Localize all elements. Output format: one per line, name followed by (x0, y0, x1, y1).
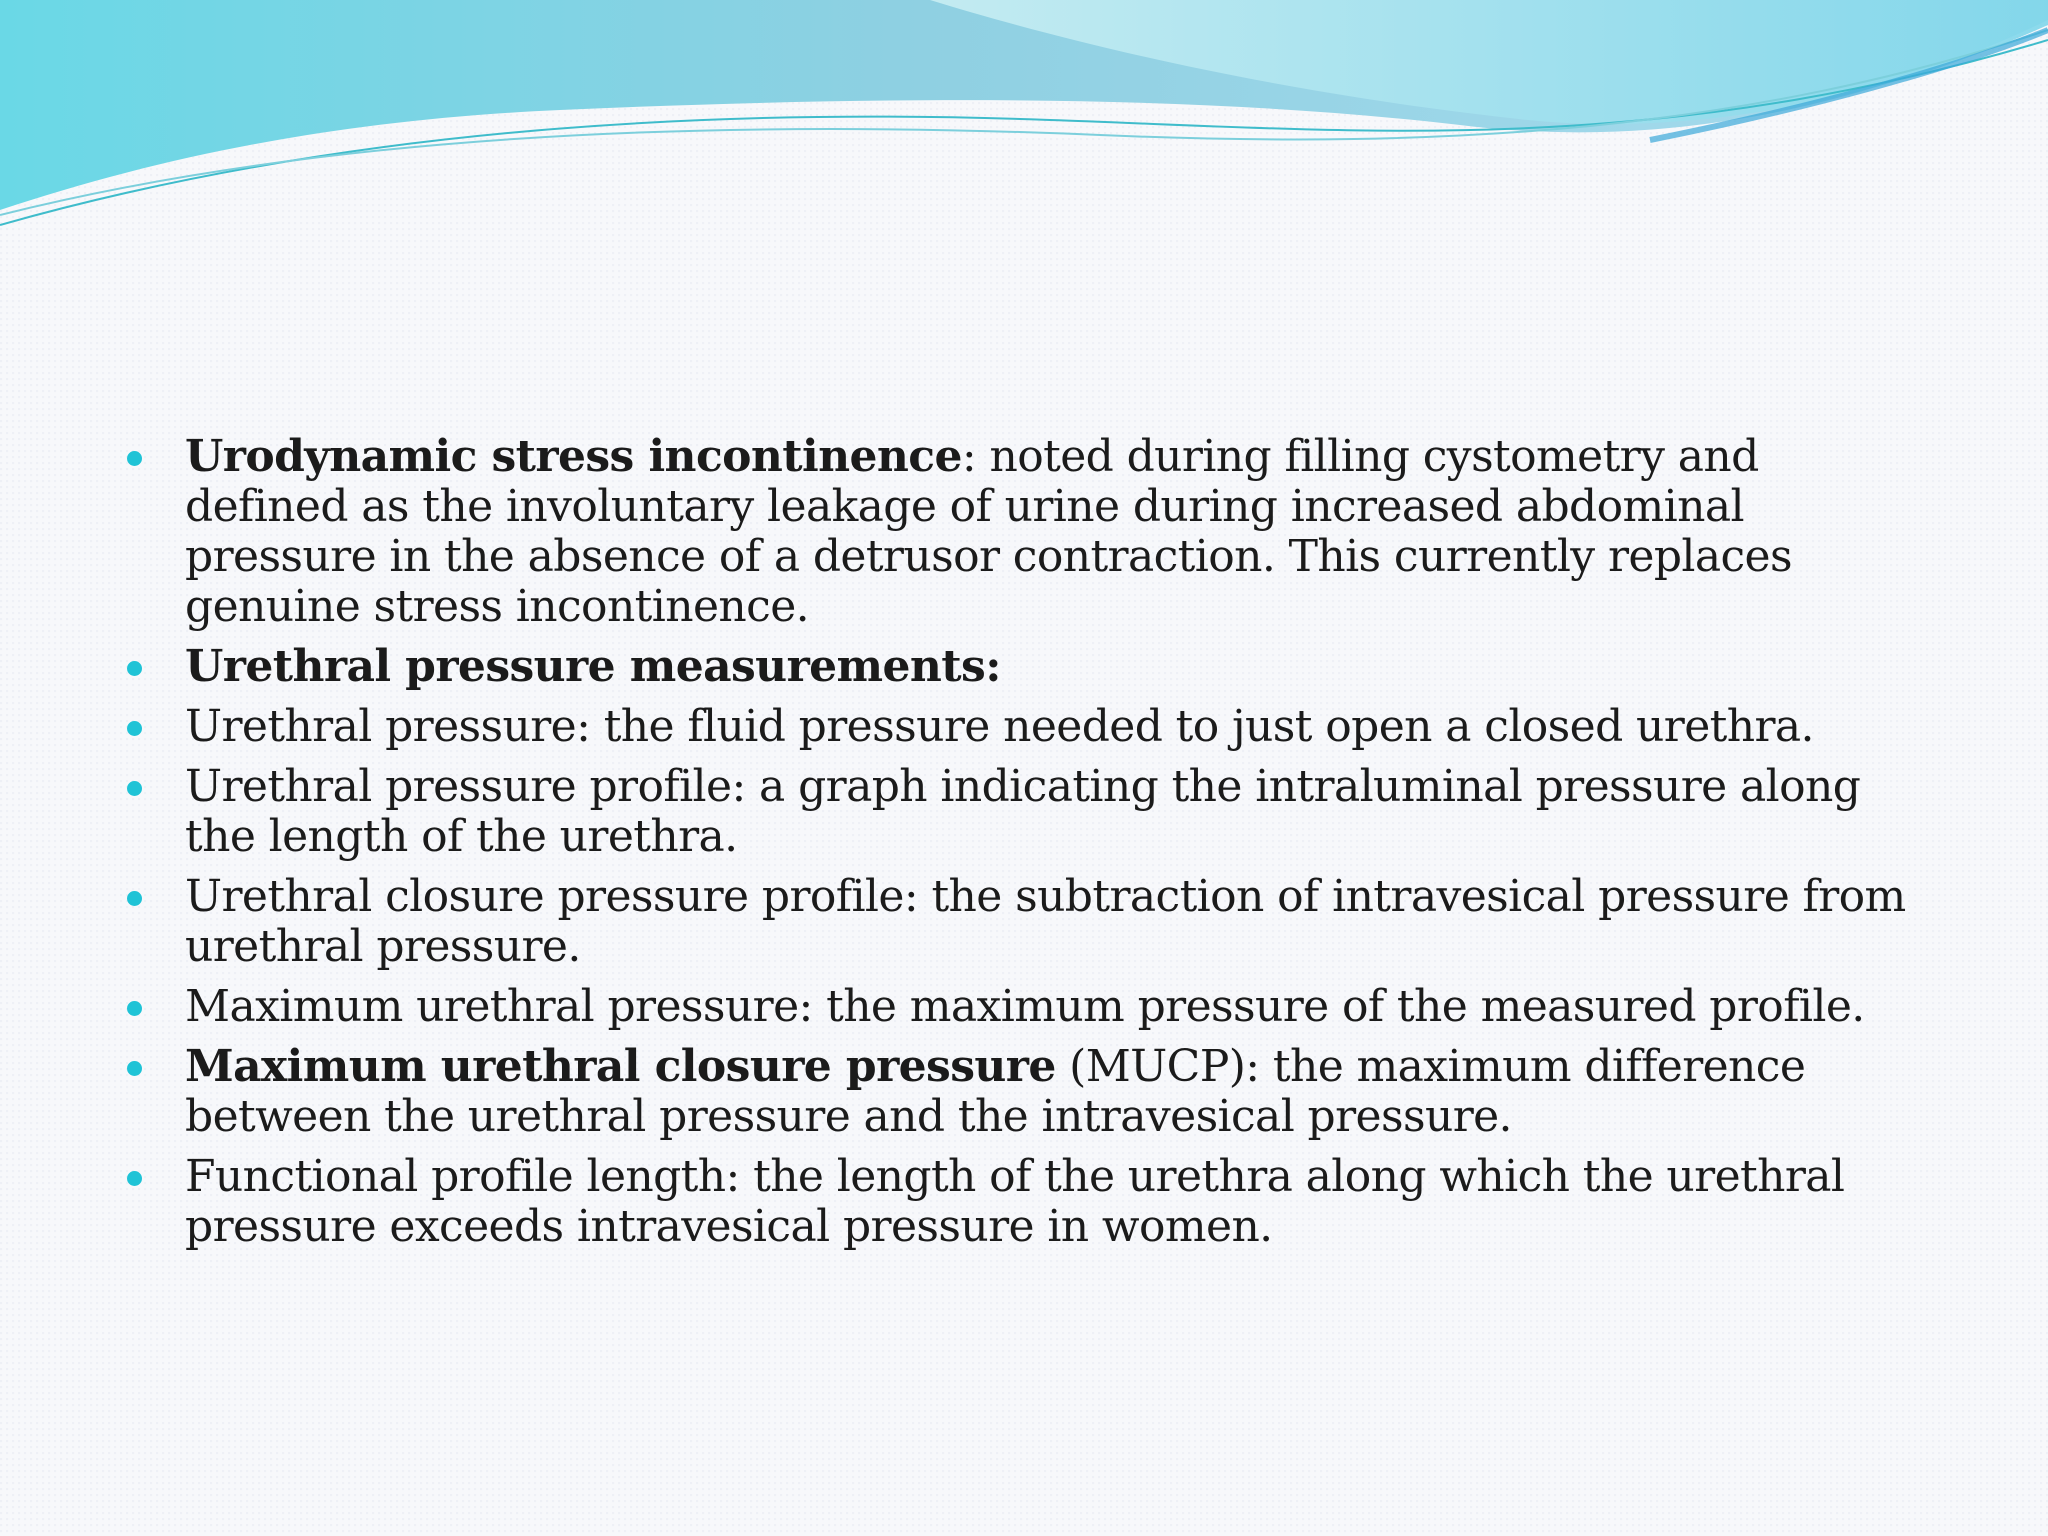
bullet-text: (MUCP): the maximum difference between the urethral pressure and the intravesical pressure. (185, 1041, 1806, 1142)
bullet-text: Urethral pressure profile: a graph indicating the intraluminal pressure along the length of the urethra. (185, 761, 1861, 862)
bullet-dot-icon (127, 781, 142, 796)
bullet-dot-icon (127, 451, 142, 466)
bullet-term: Urethral pressure measurements: (185, 641, 1001, 692)
bullet-term: Maximum urethral closure pressure (185, 1041, 1056, 1092)
bullet-dot-icon (127, 661, 142, 676)
content-area (120, 432, 1930, 1262)
bullet-item (120, 1152, 1930, 1252)
bullet-text: Maximum urethral pressure: the maximum pressure of the measured profile. (185, 981, 1865, 1032)
bullet-text: Functional profile length: the length of the urethra along which the urethral pressure exceeds intravesical pressure in women. (185, 1151, 1845, 1252)
bullet-dot-icon (127, 721, 142, 736)
bullet-dot-icon (127, 1171, 142, 1186)
bullet-item (120, 702, 1930, 752)
bullet-item (120, 432, 1930, 632)
bullet-dot-icon (127, 1001, 142, 1016)
bullet-item (120, 1042, 1930, 1142)
bullet-item (120, 642, 1930, 692)
header-wave-decoration (0, 0, 2048, 240)
bullet-text: : noted during filling cystometry and defined as the involuntary leakage of urine during increased abdominal pressure in the absence of a detrusor contraction. This currently replaces genuine stress incontinence. (185, 431, 1792, 632)
bullet-item (120, 982, 1930, 1032)
bullet-text: Urethral pressure: the fluid pressure needed to just open a closed urethra. (185, 701, 1814, 752)
bullet-list (120, 432, 1930, 1252)
bullet-item (120, 872, 1930, 972)
bullet-dot-icon (127, 1061, 142, 1076)
bullet-term: Urodynamic stress incontinence (185, 431, 962, 482)
bullet-item (120, 762, 1930, 862)
bullet-text: Urethral closure pressure profile: the subtraction of intravesical pressure from urethral pressure. (185, 871, 1906, 972)
bullet-dot-icon (127, 891, 142, 906)
